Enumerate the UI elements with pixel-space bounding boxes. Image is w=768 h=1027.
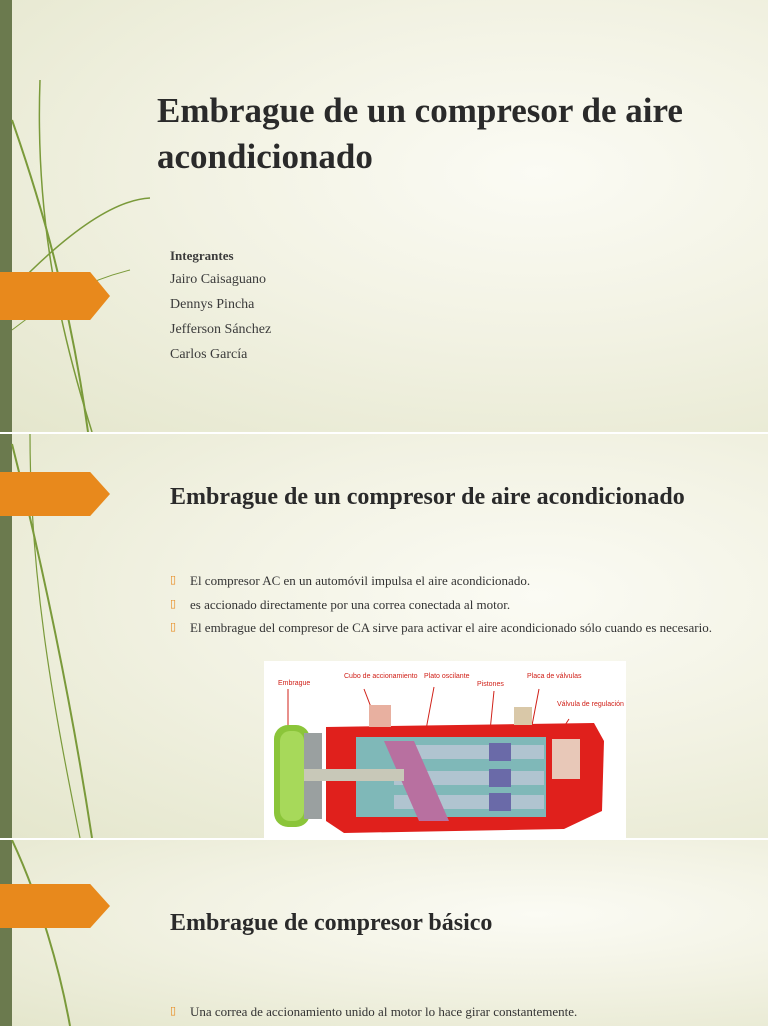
- member-name: Dennys Pincha: [170, 297, 255, 312]
- list-item: [170, 1003, 730, 1021]
- bullet-list: [170, 572, 730, 643]
- bullet-list: [170, 1003, 730, 1027]
- orange-bullet-icon: ▯: [170, 596, 177, 610]
- slide-heading: Embrague de un compresor de aire acondicionado: [170, 484, 685, 510]
- member-name: Jefferson Sánchez: [170, 322, 272, 337]
- bullet-text: Una correa de accionamiento unido al motor lo hace girar constantemente.: [190, 1004, 578, 1019]
- list-item: [170, 596, 730, 614]
- orange-bullet-icon: ▯: [170, 1004, 177, 1017]
- member-name: Carlos García: [170, 347, 248, 362]
- orange-bullet-icon: ▯: [170, 573, 177, 586]
- members-heading: Integrantes: [170, 248, 234, 263]
- slide-title: [0, 0, 768, 432]
- diagram-label-pistones: Pistones: [477, 681, 504, 688]
- orange-tab-marker: [0, 272, 110, 320]
- list-item: [170, 619, 730, 637]
- slide-heading: Embrague de compresor básico: [170, 910, 493, 936]
- orange-bullet-icon: ▯: [170, 620, 177, 634]
- diagram-label-valvula: Válvula de regulación: [557, 701, 624, 708]
- diagram-label-plato: Plato oscilante: [424, 673, 470, 680]
- members-block: [170, 248, 271, 372]
- orange-tab-marker: [0, 884, 110, 928]
- presentation-title: Embrague de un compresor de aire acondicionado: [157, 91, 683, 176]
- swirl-decoration: [0, 840, 160, 1026]
- orange-tab-marker: [0, 472, 110, 516]
- diagram-label-embrague: Embrague: [278, 680, 311, 687]
- compressor-diagram: [264, 661, 626, 844]
- diagram-label-cubo: Cubo de accionamiento: [344, 673, 418, 680]
- swirl-decoration: [0, 0, 160, 432]
- bullet-text: El embrague del compresor de CA sirve para activar el aire acondicionado sólo cuando es necesario.: [190, 620, 712, 636]
- bullet-text: El compresor AC en un automóvil impulsa el aire acondicionado.: [190, 573, 531, 588]
- list-item: [170, 572, 730, 590]
- bullet-text: es accionado directamente por una correa conectada al motor.: [190, 596, 511, 612]
- diagram-label-placa: Placa de válvulas: [527, 673, 582, 680]
- member-name: Jairo Caisaguano: [170, 272, 267, 287]
